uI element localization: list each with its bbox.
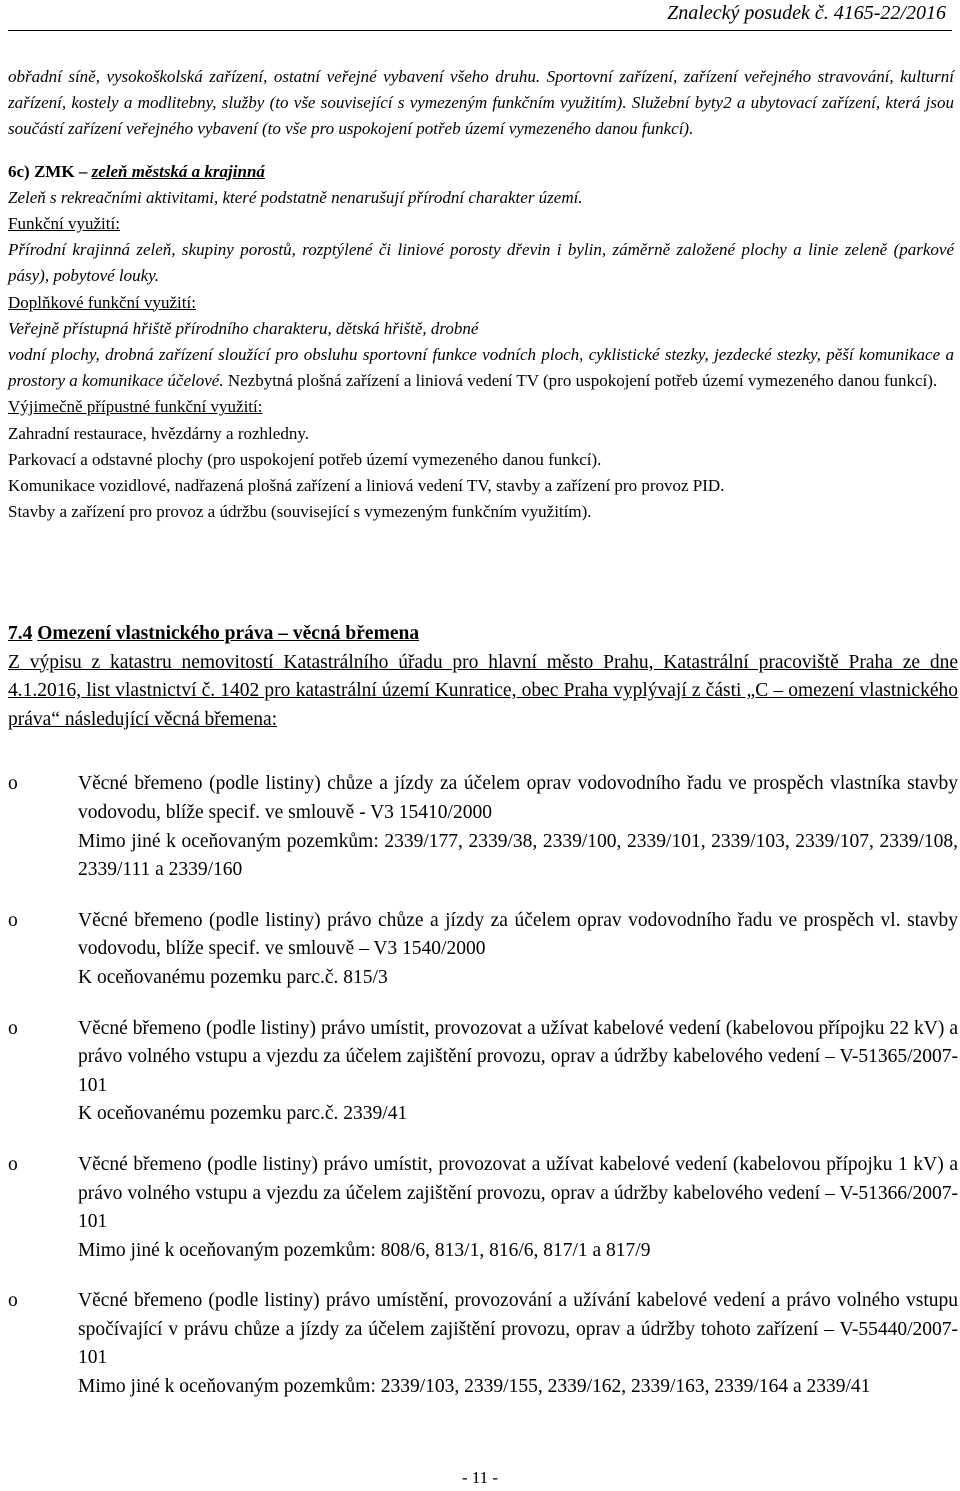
list-item: [8, 770, 958, 884]
text-funkcni-vyuziti: Přírodní krajinná zeleň, skupiny porostů, rozptýlené či liniové porosty dřevin i bylin, záměrně založené plochy a linie zeleně (parkové pásy), pobytové louky.: [8, 240, 954, 286]
heading-6c-code: 6c) ZMK: [8, 161, 75, 181]
list-item-body: [78, 907, 958, 993]
text-vyjimecne-4: Stavby a zařízení pro provoz a údržbu (související s vymezeným funkčním využitím).: [8, 502, 592, 522]
heading-6c: 6c) ZMK – zeleň městská a krajinná: [8, 161, 265, 181]
easement-parcels: K oceňovanému pozemku parc.č. 815/3: [78, 966, 388, 988]
section-intro: Z výpisu z katastru nemovitostí Katastrálního úřadu pro hlavní město Prahu, Katastrální pracoviště Praha ze dne 4.1.2016, list vlastnictví č. 1402 pro katastrální území Kunratice, obec Praha vyplývají z části „C – omezení vlastnického práva“ následující věcná břemena:: [8, 651, 958, 730]
easement-parcels: K oceňovanému pozemku parc.č. 2339/41: [78, 1103, 408, 1125]
list-item: [8, 1287, 958, 1401]
section-heading-7-4: [8, 620, 958, 649]
easement-text: Věcné břemeno (podle listiny) právo chůze a jízdy za účelem oprav vodovodního řadu ve prospěch vl. stavby vodovodu, blíže specif. ve smlouvě – V3 1540/2000: [78, 909, 958, 960]
text-vyjimecne-1: Zahradní restaurace, hvězdárny a rozhledny.: [8, 423, 309, 443]
text-doplnkove-2b: Nezbytná plošná zařízení a liniová vedení TV (pro uspokojení potřeb území vymezeného danou funkcí).: [227, 371, 938, 391]
list-item: [8, 1151, 958, 1265]
list-bullet: o: [8, 1017, 18, 1039]
easements-section: [8, 620, 958, 1402]
text-doplnkove-1: Veřejně přístupná hřiště přírodního charakteru, dětská hřiště, drobné: [8, 318, 479, 338]
heading-6c-title: zeleň městská a krajinná: [91, 161, 265, 181]
text-doplnkove-2: [8, 342, 954, 394]
easement-list: [8, 770, 958, 1401]
list-bullet: o: [8, 1153, 18, 1175]
header-title: Znalecký posudek č. 4165-22/2016: [667, 2, 946, 24]
easement-parcels: Mimo jiné k oceňovaným pozemkům: 2339/103, 2339/155, 2339/162, 2339/163, 2339/164 a 2339/41: [78, 1376, 871, 1398]
page-number: - 11 -: [461, 1468, 499, 1487]
list-bullet: o: [8, 909, 18, 931]
list-item: [8, 907, 958, 993]
list-item-body: [78, 1015, 958, 1129]
easement-text: Věcné břemeno (podle listiny) chůze a jízdy za účelem oprav vodovodního řadu ve prospěch vlastníka stavby vodovodu, blíže specif. ve smlouvě - V3 15410/2000: [78, 773, 958, 823]
easement-text: Věcné břemeno (podle listiny) právo umístění, provozování a užívání kabelové vedení a právo volného vstupu spočívající v právu chůze a jízdy za účelem zajištění provozu, oprav a údržby tohoto zařízení – V-55440/2007-101: [78, 1290, 958, 1369]
easement-text: Věcné břemeno (podle listiny) právo umístit, provozovat a užívat kabelové vedení (kabelovou přípojku 1 kV) a právo volného vstupu a vjezdu za účelem zajištění provozu, oprav a údržby kabelového vedení – V-51366/2007-101: [78, 1153, 958, 1233]
zoning-section: [8, 64, 954, 525]
easement-parcels: Mimo jiné k oceňovaným pozemkům: 808/6, 813/1, 816/6, 817/1 a 817/9: [78, 1239, 651, 1261]
easement-parcels: Mimo jiné k oceňovaným pozemkům: 2339/177, 2339/38, 2339/100, 2339/101, 2339/103, 2339/107, 2339/108, 2339/111 a 2339/160: [78, 830, 958, 881]
list-item-body: [78, 770, 958, 884]
section-title: Omezení vlastnického práva – věcná břemena: [37, 623, 420, 644]
text-vyjimecne-3: Komunikace vozidlové, nadřazená plošná zařízení a liniová vedení TV, stavby a zařízení pro provoz PID.: [8, 476, 725, 496]
list-bullet: o: [8, 1290, 18, 1312]
label-funkcni-vyuziti: Funkční využití:: [8, 214, 120, 234]
easement-text: Věcné břemeno (podle listiny) právo umístit, provozovat a užívat kabelové vedení (kabelovou přípojku 22 kV) a právo volného vstupu a vjezdu za účelem zajištění provozu, oprav a údržby kabelového vedení – V-51365/2007-101: [78, 1017, 958, 1096]
description-6c: Zeleň s rekreačními aktivitami, které podstatně nenarušují přírodní charakter území.: [8, 187, 583, 207]
document-header: [8, 0, 952, 31]
list-item-body: [78, 1287, 958, 1401]
text-vyjimecne-2: Parkovací a odstavné plochy (pro uspokojení potřeb území vymezeného danou funkcí).: [8, 449, 602, 469]
list-item-body: [78, 1151, 958, 1265]
paragraph-6b: obřadní síně, vysokoškolská zařízení, ostatní veřejné vybavení všeho druhu. Sportovní zařízení, zařízení veřejného stravování, kulturní zařízení, kostely a modlitebny, služby (to vše související s vymezeným funkčním využitím). Služební byty2 a ubytovací zařízení, která jsou součástí zařízení veřejného vybavení (to vše pro uspokojení potřeb území vymezeného danou funkcí).: [8, 67, 954, 139]
label-vyjimecne-vyuziti: Výjimečně přípustné funkční využití:: [8, 397, 263, 417]
text-doplnkove-2a: vodní plochy, drobná zařízení sloužící pro obsluhu sportovní funkce vodních ploch, cyklistické stezky, jezdecké stezky, pěší komunikace a prostory a komunikace účelové.: [8, 345, 954, 391]
list-bullet: o: [8, 773, 18, 795]
list-item: [8, 1015, 958, 1129]
label-doplnkove-vyuziti: Doplňkové funkční využití:: [8, 292, 196, 312]
section-number: 7.4: [8, 623, 33, 644]
